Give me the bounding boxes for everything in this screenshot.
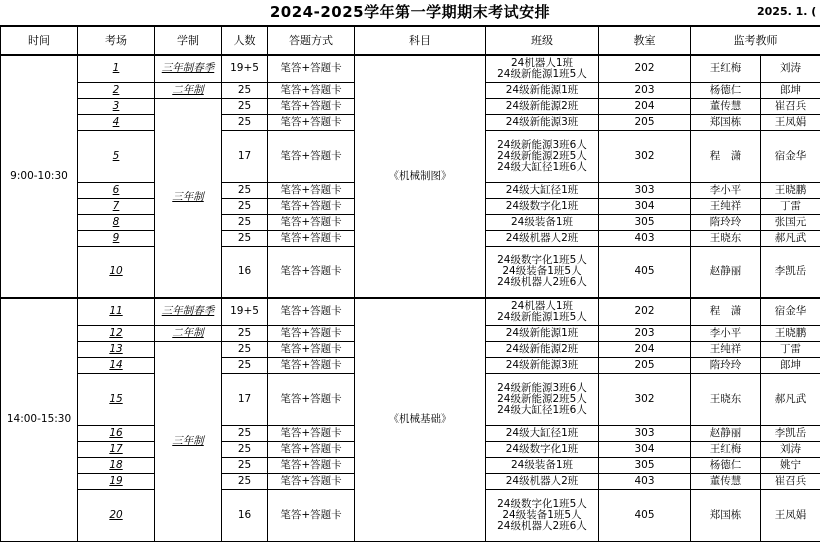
count-cell: 25: [222, 357, 268, 373]
room-cell: 16: [78, 425, 155, 441]
proctor-1-cell: 董传慧: [691, 98, 761, 114]
class-cell: [486, 114, 599, 130]
class-line: 24级装备1班5人: [502, 508, 582, 521]
program-cell: 二年制: [155, 82, 222, 98]
room-cell: 8: [78, 214, 155, 230]
count-cell: 25: [222, 325, 268, 341]
answer-mode-cell: 笔答+答题卡: [268, 341, 355, 357]
room-cell: 7: [78, 198, 155, 214]
class-line: 24级新能源2班5人: [497, 149, 587, 162]
room-cell: 12: [78, 325, 155, 341]
header-count: 人数: [222, 26, 268, 55]
classroom-cell: 302: [599, 373, 691, 425]
proctor-2-cell: 王晓鹏: [761, 325, 820, 341]
class-cell: [486, 457, 599, 473]
class-cell: [486, 325, 599, 341]
proctor-2-cell: 刘涛: [761, 441, 820, 457]
class-line: 24级新能源2班5人: [497, 392, 587, 405]
proctor-1-cell: 董传慧: [691, 473, 761, 489]
room-cell: 19: [78, 473, 155, 489]
class-line: 24级数字化1班: [505, 442, 579, 455]
answer-mode-cell: 笔答+答题卡: [268, 373, 355, 425]
class-line: 24级大缸径1班: [505, 183, 579, 196]
proctor-2-cell: 崔召兵: [761, 98, 820, 114]
room-cell: 2: [78, 82, 155, 98]
answer-mode-cell: 笔答+答题卡: [268, 130, 355, 182]
class-line: 24机器人1班: [510, 56, 574, 69]
answer-mode-cell: 笔答+答题卡: [268, 82, 355, 98]
proctor-1-cell: 郑国栋: [691, 114, 761, 130]
class-line: 24级机器人2班: [505, 231, 579, 244]
time-cell: 9:00-10:30: [1, 55, 78, 298]
class-cell: [486, 441, 599, 457]
class-cell: [486, 246, 599, 298]
program-cell: 三年制: [155, 98, 222, 298]
answer-mode-cell: 笔答+答题卡: [268, 425, 355, 441]
proctor-1-cell: 隋玲玲: [691, 357, 761, 373]
class-cell: [486, 373, 599, 425]
class-cell: [486, 182, 599, 198]
class-line: 24级新能源2班: [505, 342, 579, 355]
class-line: 24级新能源1班: [505, 83, 579, 96]
proctor-1-cell: 郑国栋: [691, 489, 761, 541]
class-line: 24级新能源3班6人: [497, 381, 587, 394]
answer-mode-cell: 笔答+答题卡: [268, 55, 355, 82]
count-cell: 25: [222, 98, 268, 114]
header-classroom: 教室: [599, 26, 691, 55]
header-proctors: 监考教师: [691, 26, 820, 55]
class-cell: [486, 298, 599, 325]
classroom-cell: 205: [599, 357, 691, 373]
proctor-2-cell: 李凯岳: [761, 246, 820, 298]
count-cell: 25: [222, 473, 268, 489]
proctor-2-cell: 丁雷: [761, 341, 820, 357]
classroom-cell: 403: [599, 230, 691, 246]
classroom-cell: 305: [599, 214, 691, 230]
class-cell: [486, 98, 599, 114]
class-line: 24级大缸径1班: [505, 426, 579, 439]
class-cell: [486, 357, 599, 373]
answer-mode-cell: 笔答+答题卡: [268, 489, 355, 541]
proctor-2-cell: 崔召兵: [761, 473, 820, 489]
header-time: 时间: [1, 26, 78, 55]
room-cell: 6: [78, 182, 155, 198]
room-cell: 20: [78, 489, 155, 541]
count-cell: 19+5: [222, 298, 268, 325]
header-answer-mode: 答题方式: [268, 26, 355, 55]
program-cell: 三年制春季: [155, 55, 222, 82]
class-line: 24级新能源3班: [505, 358, 579, 371]
program-cell: 二年制: [155, 325, 222, 341]
classroom-cell: 302: [599, 130, 691, 182]
room-cell: 5: [78, 130, 155, 182]
table-header-row: [1, 26, 820, 55]
subject-cell: 《机械基础》: [355, 298, 486, 541]
class-cell: [486, 489, 599, 541]
class-line: 24级新能源1班5人: [497, 310, 587, 323]
answer-mode-cell: 笔答+答题卡: [268, 298, 355, 325]
room-cell: 3: [78, 98, 155, 114]
answer-mode-cell: 笔答+答题卡: [268, 457, 355, 473]
proctor-1-cell: 赵静丽: [691, 425, 761, 441]
class-line: 24级新能源1班: [505, 326, 579, 339]
header-program: 学制: [155, 26, 222, 55]
table-row: [1, 298, 820, 325]
page-title: 2024-2025学年第一学期期末考试安排: [269, 3, 551, 21]
classroom-cell: 203: [599, 325, 691, 341]
answer-mode-cell: 笔答+答题卡: [268, 357, 355, 373]
count-cell: 19+5: [222, 55, 268, 82]
class-line: 24级机器人2班6人: [497, 519, 587, 532]
answer-mode-cell: 笔答+答题卡: [268, 473, 355, 489]
room-cell: 17: [78, 441, 155, 457]
class-line: 24机器人1班: [510, 299, 574, 312]
count-cell: 25: [222, 457, 268, 473]
proctor-1-cell: 隋玲玲: [691, 214, 761, 230]
classroom-cell: 405: [599, 246, 691, 298]
proctor-2-cell: 王晓鹏: [761, 182, 820, 198]
room-cell: 15: [78, 373, 155, 425]
classroom-cell: 305: [599, 457, 691, 473]
table-row: [1, 55, 820, 82]
count-cell: 16: [222, 246, 268, 298]
class-line: 24级大缸径1班6人: [497, 403, 587, 416]
proctor-1-cell: 王红梅: [691, 441, 761, 457]
classroom-cell: 303: [599, 425, 691, 441]
room-cell: 11: [78, 298, 155, 325]
class-line: 24级数字化1班5人: [497, 497, 587, 510]
table-body: [1, 55, 820, 541]
classroom-cell: 202: [599, 55, 691, 82]
room-cell: 13: [78, 341, 155, 357]
proctor-2-cell: 郎坤: [761, 82, 820, 98]
count-cell: 16: [222, 489, 268, 541]
proctor-2-cell: 刘涛: [761, 55, 820, 82]
classroom-cell: 202: [599, 298, 691, 325]
proctor-2-cell: 宿金华: [761, 130, 820, 182]
date-label: 2025. 1. (: [757, 5, 817, 18]
class-cell: [486, 55, 599, 82]
class-cell: [486, 82, 599, 98]
proctor-1-cell: 王晓东: [691, 373, 761, 425]
proctor-2-cell: 宿金华: [761, 298, 820, 325]
count-cell: 25: [222, 441, 268, 457]
answer-mode-cell: 笔答+答题卡: [268, 325, 355, 341]
count-cell: 25: [222, 214, 268, 230]
count-cell: 25: [222, 230, 268, 246]
count-cell: 25: [222, 82, 268, 98]
answer-mode-cell: 笔答+答题卡: [268, 230, 355, 246]
answer-mode-cell: 笔答+答题卡: [268, 182, 355, 198]
proctor-1-cell: 李小平: [691, 182, 761, 198]
class-cell: [486, 198, 599, 214]
class-line: 24级数字化1班5人: [497, 254, 587, 267]
proctor-2-cell: 王凤娟: [761, 114, 820, 130]
count-cell: 25: [222, 341, 268, 357]
exam-schedule-table: [0, 25, 820, 542]
count-cell: 25: [222, 425, 268, 441]
proctor-2-cell: 张国元: [761, 214, 820, 230]
proctor-1-cell: 赵静丽: [691, 246, 761, 298]
proctor-2-cell: 郎坤: [761, 357, 820, 373]
class-cell: [486, 214, 599, 230]
classroom-cell: 303: [599, 182, 691, 198]
proctor-1-cell: 程 潇: [691, 130, 761, 182]
classroom-cell: 304: [599, 198, 691, 214]
room-cell: 9: [78, 230, 155, 246]
class-line: 24级机器人2班: [505, 474, 579, 487]
proctor-2-cell: 王凤娟: [761, 489, 820, 541]
classroom-cell: 304: [599, 441, 691, 457]
proctor-1-cell: 程 潇: [691, 298, 761, 325]
count-cell: 17: [222, 130, 268, 182]
class-cell: [486, 425, 599, 441]
class-line: 24级装备1班5人: [502, 265, 582, 278]
class-line: 24级新能源2班: [505, 99, 579, 112]
class-line: 24级装备1班: [510, 458, 574, 471]
class-line: 24级数字化1班: [505, 199, 579, 212]
answer-mode-cell: 笔答+答题卡: [268, 246, 355, 298]
count-cell: 25: [222, 114, 268, 130]
class-cell: [486, 473, 599, 489]
header-subject: 科目: [355, 26, 486, 55]
proctor-1-cell: 杨德仁: [691, 457, 761, 473]
time-cell: 14:00-15:30: [1, 298, 78, 541]
room-cell: 1: [78, 55, 155, 82]
proctor-2-cell: 李凯岳: [761, 425, 820, 441]
proctor-2-cell: 郝凡武: [761, 373, 820, 425]
subject-cell: 《机械制图》: [355, 55, 486, 298]
classroom-cell: 204: [599, 98, 691, 114]
room-cell: 4: [78, 114, 155, 130]
proctor-1-cell: 王纯祥: [691, 341, 761, 357]
room-cell: 14: [78, 357, 155, 373]
answer-mode-cell: 笔答+答题卡: [268, 114, 355, 130]
answer-mode-cell: 笔答+答题卡: [268, 441, 355, 457]
class-line: 24级装备1班: [510, 215, 574, 228]
header-room: 考场: [78, 26, 155, 55]
proctor-1-cell: 李小平: [691, 325, 761, 341]
count-cell: 17: [222, 373, 268, 425]
classroom-cell: 203: [599, 82, 691, 98]
class-cell: [486, 341, 599, 357]
class-cell: [486, 130, 599, 182]
answer-mode-cell: 笔答+答题卡: [268, 214, 355, 230]
proctor-2-cell: 郝凡武: [761, 230, 820, 246]
program-cell: 三年制春季: [155, 298, 222, 325]
proctor-2-cell: 丁雷: [761, 198, 820, 214]
room-cell: 10: [78, 246, 155, 298]
proctor-1-cell: 王纯祥: [691, 198, 761, 214]
proctor-1-cell: 王红梅: [691, 55, 761, 82]
class-line: 24级新能源1班5人: [497, 67, 587, 80]
classroom-cell: 205: [599, 114, 691, 130]
count-cell: 25: [222, 182, 268, 198]
answer-mode-cell: 笔答+答题卡: [268, 98, 355, 114]
classroom-cell: 405: [599, 489, 691, 541]
class-cell: [486, 230, 599, 246]
answer-mode-cell: 笔答+答题卡: [268, 198, 355, 214]
classroom-cell: 403: [599, 473, 691, 489]
room-cell: 18: [78, 457, 155, 473]
proctor-2-cell: 姚宁: [761, 457, 820, 473]
class-line: 24级大缸径1班6人: [497, 160, 587, 173]
program-cell: 三年制: [155, 341, 222, 541]
class-line: 24级机器人2班6人: [497, 276, 587, 289]
class-line: 24级新能源3班: [505, 115, 579, 128]
count-cell: 25: [222, 198, 268, 214]
classroom-cell: 204: [599, 341, 691, 357]
class-line: 24级新能源3班6人: [497, 138, 587, 151]
proctor-1-cell: 王晓东: [691, 230, 761, 246]
header-class: 班级: [486, 26, 599, 55]
proctor-1-cell: 杨德仁: [691, 82, 761, 98]
